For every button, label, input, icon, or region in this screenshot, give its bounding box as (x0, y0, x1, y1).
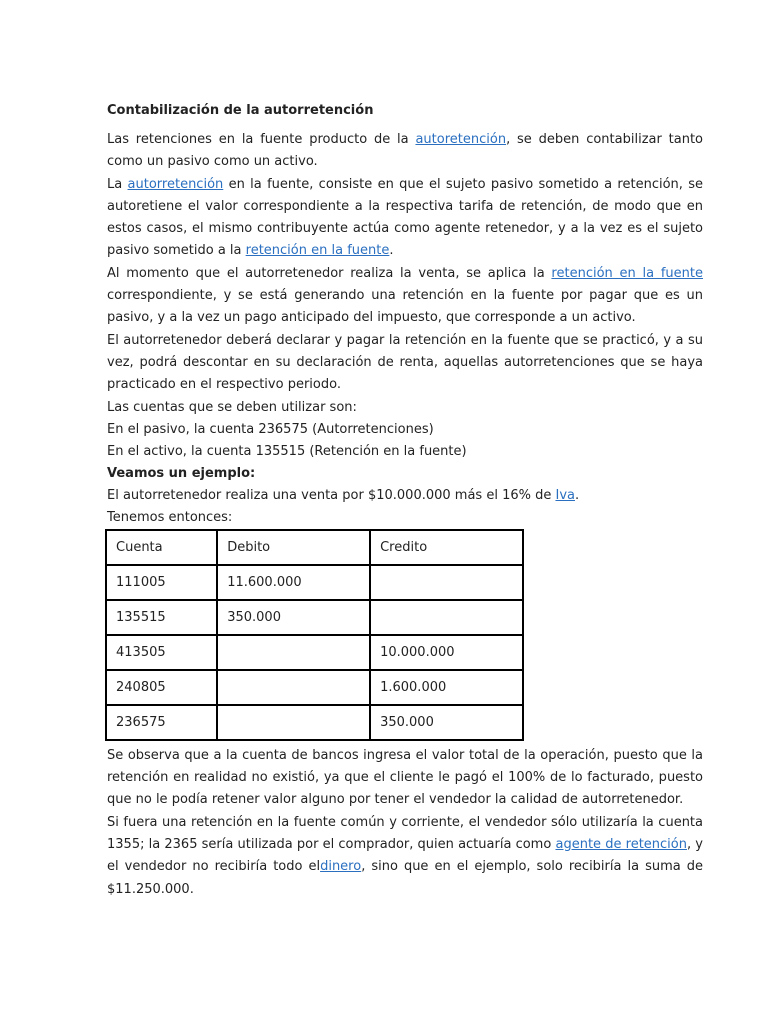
paragraph-text: El autorretenedor realiza una venta por $10.000.000 más el 16% de (107, 488, 556, 504)
accounting-table (105, 529, 524, 741)
table-header-cell: Cuenta (106, 530, 217, 565)
table-row (106, 635, 523, 670)
link-agente-de-retencion[interactable]: agente de retención (555, 836, 687, 852)
table-cell: 236575 (106, 705, 217, 740)
text-cuentas: Las cuentas que se deben utilizar son: (107, 399, 357, 415)
table-row (106, 670, 523, 705)
paragraph-declarar: El autorretenedor deberá declarar y pagar la retención en la fuente que se practicó, y a su vez, podrá descontar en su declaración de renta, aquellas autorretenciones que se haya practicado en el respectivo periodo. (107, 332, 703, 393)
table-cell (370, 600, 523, 635)
table-row (106, 565, 523, 600)
paragraph-text: , sino que en el ejemplo, solo recibiría la suma de $11.250.000. (107, 859, 703, 897)
table-cell: 1.600.000 (370, 670, 523, 705)
table-cell: 350.000 (217, 600, 370, 635)
text-activo: En el activo, la cuenta 135515 (Retención en la fuente) (107, 444, 467, 460)
example-heading: Veamos un ejemplo: (107, 466, 256, 482)
table-cell: 413505 (106, 635, 217, 670)
table-cell: 111005 (106, 565, 217, 600)
paragraph-text: Al momento que el autorretenedor realiza la venta, se aplica la (107, 265, 552, 281)
page-title: Contabilización de la autorretención (107, 103, 374, 118)
paragraph-ejemplo (107, 485, 703, 507)
link-retencion-en-la-fuente[interactable]: retención en la fuente (245, 243, 390, 259)
paragraph-text: correspondiente, y se está generando una retención en la fuente por pagar que es un pasivo, y a la vez un pago anticipado del impuesto, que corresponde a un activo. (107, 288, 703, 326)
table-header-cell: Credito (370, 530, 523, 565)
link-autoretencion[interactable]: autoretención (415, 132, 507, 147)
paragraph-text: , se deben contabilizar tanto como un pasivo como un activo. (107, 132, 704, 170)
paragraph-observa: Se observa que a la cuenta de bancos ingresa el valor total de la operación, puesto que la retención en realidad no existió, ya que el cliente le pagó el 100% de lo facturado, puesto que no le podía retener valor alguno por tener el vendedor la calidad de autorretenedor. (107, 747, 703, 808)
paragraph-text: La (107, 176, 128, 192)
table-cell: 10.000.000 (370, 635, 523, 670)
link-iva[interactable]: Iva (555, 488, 575, 504)
table-row (106, 705, 523, 740)
link-autorretencion[interactable]: autorretención (127, 176, 224, 192)
table-cell: 11.600.000 (217, 565, 370, 600)
paragraph-text: . (574, 488, 580, 504)
document-body (107, 101, 703, 901)
table-cell (217, 670, 370, 705)
table-header-row (106, 530, 523, 565)
paragraph-text: Las retenciones en la fuente producto de la (107, 132, 416, 147)
table-row (106, 600, 523, 635)
link-dinero[interactable]: dinero (320, 859, 362, 875)
table-cell: 135515 (106, 600, 217, 635)
paragraph-text: en la fuente, consiste en que el sujeto pasivo sometido a retención, se autoretiene el valor correspondiente a la respectiva tarifa de retención, de modo que en estos casos, el mismo contribuyente actúa como agente retenedor, y a la vez es el sujeto pasivo sometido a la (107, 176, 704, 259)
paragraph-venta (107, 263, 703, 330)
text-pasivo: En el pasivo, la cuenta 236575 (Autorretenciones) (107, 421, 434, 437)
paragraph-text: , y el vendedor no recibiría todo el (107, 836, 703, 875)
paragraph-definition (107, 174, 703, 263)
paragraph-text: Si fuera una retención en la fuente común y corriente, el vendedor sólo utilizaría la cuenta 1355; la 2365 sería utilizada por el comprador, quien actuaría como (107, 814, 703, 852)
table-cell (217, 705, 370, 740)
paragraph-text: . (389, 243, 394, 259)
table-cell: 240805 (106, 670, 217, 705)
link-retencion-en-la-fuente-2[interactable]: retención en la fuente (551, 265, 703, 281)
text-tenemos: Tenemos entonces: (107, 509, 233, 525)
table-cell (370, 565, 523, 600)
paragraph-intro (107, 129, 703, 174)
paragraph-comun (107, 812, 703, 901)
table-header-cell: Debito (217, 530, 370, 565)
table-cell: 350.000 (370, 705, 523, 740)
table-cell (217, 635, 370, 670)
